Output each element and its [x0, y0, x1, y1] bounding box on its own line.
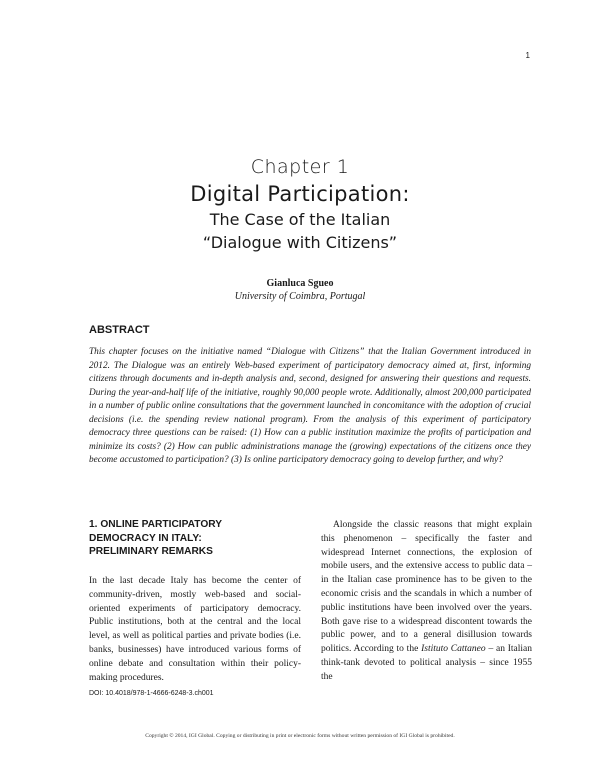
abstract-body: This chapter focuses on the initiative named “Dialogue with Citizens” that the Italian Government introduced in 2012. The Dialogue was an entirely Web-based experiment of participatory democracy aimed at, first, informing citizens through documents and in-depth analysis and, second, designed for answering their questions and requests. During the year-and-half life of the initiative, roughly 90,000 people wrote. Additionally, almost 200,000 participated in a number of public online consultations that the government launched in concomitance with the adoption of crucial decisions (i.e. the spending review national program). From the analysis of this experiment of participatory democracy three questions can be raised: (1) How can a public institution maximize the profits of participation and minimize its costs? (2) How can public administrations manage the (growing) expectations of the citizens once they become accustomed to participation? (3) Is online participatory democracy going to develop further, and why? [89, 347, 531, 465]
chapter-subtitle-line-2: “Dialogue with Citizens” [202, 233, 398, 252]
section-heading-line-1: 1. ONLINE PARTICIPATORY [89, 519, 223, 530]
chapter-subtitle-line-1: The Case of the Italian [209, 210, 391, 229]
right-column-paragraph [321, 519, 532, 685]
doi: DOI: 10.4018/978-1-4666-6248-3.ch001 [89, 690, 214, 697]
section-heading-line-2: DEMOCRACY IN ITALY: [89, 532, 202, 544]
institute-name: Istituto Cattaneo [421, 644, 486, 655]
right-text-after-italic: – an Italian think-tank devoted to political analysis – since 1955 the [321, 644, 533, 682]
page-number: 1 [525, 51, 530, 60]
section-heading [89, 518, 289, 559]
left-column [89, 575, 301, 685]
author-name: Gianluca Sgueo [266, 278, 334, 289]
section-paragraph-1: In the last decade Italy has become the center of community-driven, mostly web-based and social-oriented experiments of participatory democracy. Public institutions, both at the central and the local level, as well as political parties and private bodies (i.e. banks, businesses) have introduced various forms of online debate and consultation within their policy-making procedures. [89, 576, 301, 683]
author-affiliation: University of Coimbra, Portugal [234, 291, 366, 302]
chapter-label: Chapter 1 [250, 156, 350, 178]
abstract-heading: ABSTRACT [89, 324, 150, 336]
chapter-title: Digital Participation: [190, 182, 410, 206]
right-column [321, 519, 532, 685]
right-text-before-italic: Alongside the classic reasons that might explain this phenomenon – specifically the faster and widespread Internet connections, the explosion of mobile users, and the extensive access to public data – in the Italian case prominence has to be given to the economic crisis and the scandals in which a number of public institutions have been involved over the years. Both gave rise to a widespread discontent towards the public power, and to a general disillusion towards politics. According to the [321, 520, 532, 655]
section-heading-line-3: PRELIMINARY REMARKS [89, 546, 213, 557]
copyright-notice: Copyright © 2014, IGI Global. Copying or distributing in print or electronic forms without written permission of IGI Global is prohibited. [145, 733, 455, 739]
